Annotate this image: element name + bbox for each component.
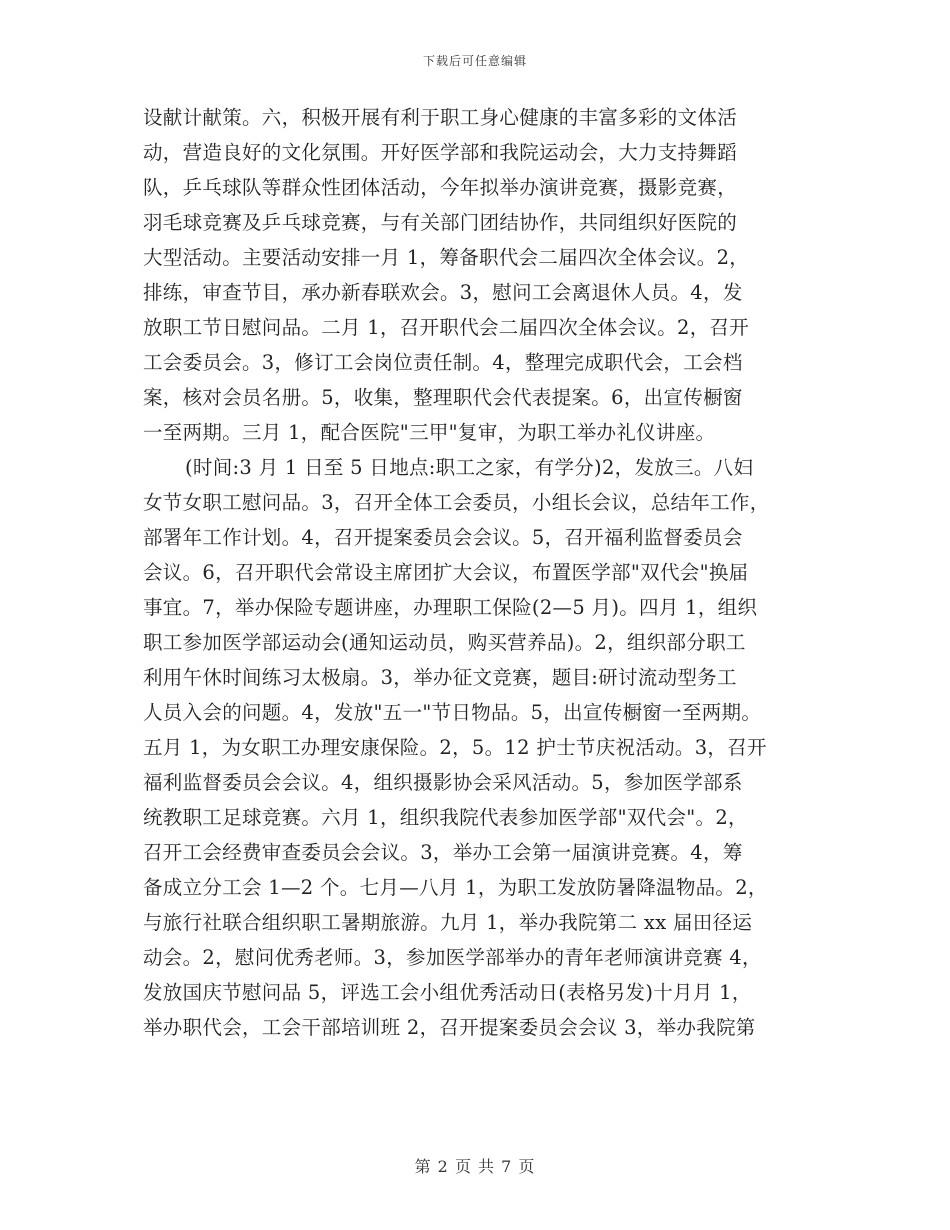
document-body <box>143 100 813 1045</box>
text-line: 队，乒乓球队等群众性团体活动，今年拟举办演讲竞赛，摄影竞赛， <box>143 176 738 199</box>
text-line: 统教职工足球竞赛。六月 1，组织我院代表参加医学部"双代会"。2， <box>143 806 748 829</box>
text-line: 部署年工作计划。4，召开提案委员会会议。5，召开福利监督委员会 <box>143 526 743 549</box>
text-line: 女节女职工慰问品。3，召开全体工会委员，小组长会议，总结年工作， <box>143 491 770 514</box>
text-line: 设献计献策。六，积极开展有利于职工身心健康的丰富多彩的文体活 <box>143 106 738 129</box>
paragraph-start-line: (时间:3 月 1 日至 5 日地点:职工之家，有学分)2，发放三。八妇 <box>185 456 754 479</box>
text-line: 利用午休时间练习太极扇。3，举办征文竞赛，题目:研讨流动型务工 <box>143 666 737 689</box>
text-line: 一至两期。三月 1，配合医院"三甲"复审，为职工举办礼仪讲座。 <box>143 421 716 444</box>
text-line: 动，营造良好的文化氛围。开好医学部和我院运动会，大力支持舞蹈 <box>143 141 738 164</box>
text-line: 与旅行社联合组织职工暑期旅游。九月 1，举办我院第二 xx 届田径运 <box>143 911 753 934</box>
page-header: 下载后可任意编辑 <box>422 54 527 68</box>
page-number-footer: 第 2 页 共 7 页 <box>414 1157 536 1176</box>
text-line: 排练，审查节目，承办新春联欢会。3，慰问工会离退休人员。4，发 <box>143 281 743 304</box>
text-line: 福利监督委员会会议。4，组织摄影协会采风活动。5，参加医学部系 <box>143 771 743 794</box>
text-line: 举办职代会，工会干部培训班 2，召开提案委员会会议 3，举办我院第 <box>143 1016 756 1039</box>
text-line: 备成立分工会 1—2 个。七月—八月 1，为职工发放防暑降温物品。2， <box>143 876 768 899</box>
text-line: 五月 1，为女职工办理安康保险。2，5。12 护士节庆祝活动。3，召开 <box>143 736 767 759</box>
text-line: 放职工节日慰问品。二月 1，召开职代会二届四次全体会议。2，召开 <box>143 316 750 339</box>
text-line: 发放国庆节慰问品 5，评选工会小组优秀活动日(表格另发)十月月 1， <box>143 981 752 1004</box>
text-line: 案，核对会员名册。5，收集，整理职代会代表提案。6，出宣传橱窗 <box>143 386 743 409</box>
text-line: 人员入会的问题。4，发放"五一"节日物品。5，出宣传橱窗一至两期。 <box>143 701 762 724</box>
text-line: 工会委员会。3，修订工会岗位责任制。4，整理完成职代会，工会档 <box>143 351 743 374</box>
text-line: 召开工会经费审查委员会会议。3，举办工会第一届演讲竞赛。4，筹 <box>143 841 743 864</box>
text-line: 会议。6，召开职代会常设主席团扩大会议，布置医学部"双代会"换届 <box>143 561 749 584</box>
text-line: 动会。2，慰问优秀老师。3，参加医学部举办的青年老师演讲竞赛 4， <box>143 946 762 969</box>
text-line: 职工参加医学部运动会(通知运动员，购买营养品)。2，组织部分职工 <box>143 631 746 654</box>
text-line: 大型活动。主要活动安排一月 1，筹备职代会二届四次全体会议。2， <box>143 246 750 269</box>
text-line: 羽毛球竞赛及乒乓球竞赛，与有关部门团结协作，共同组织好医院的 <box>143 211 738 234</box>
text-line: 事宜。7，举办保险专题讲座，办理职工保险(2—5 月)。四月 1，组织 <box>143 596 758 619</box>
